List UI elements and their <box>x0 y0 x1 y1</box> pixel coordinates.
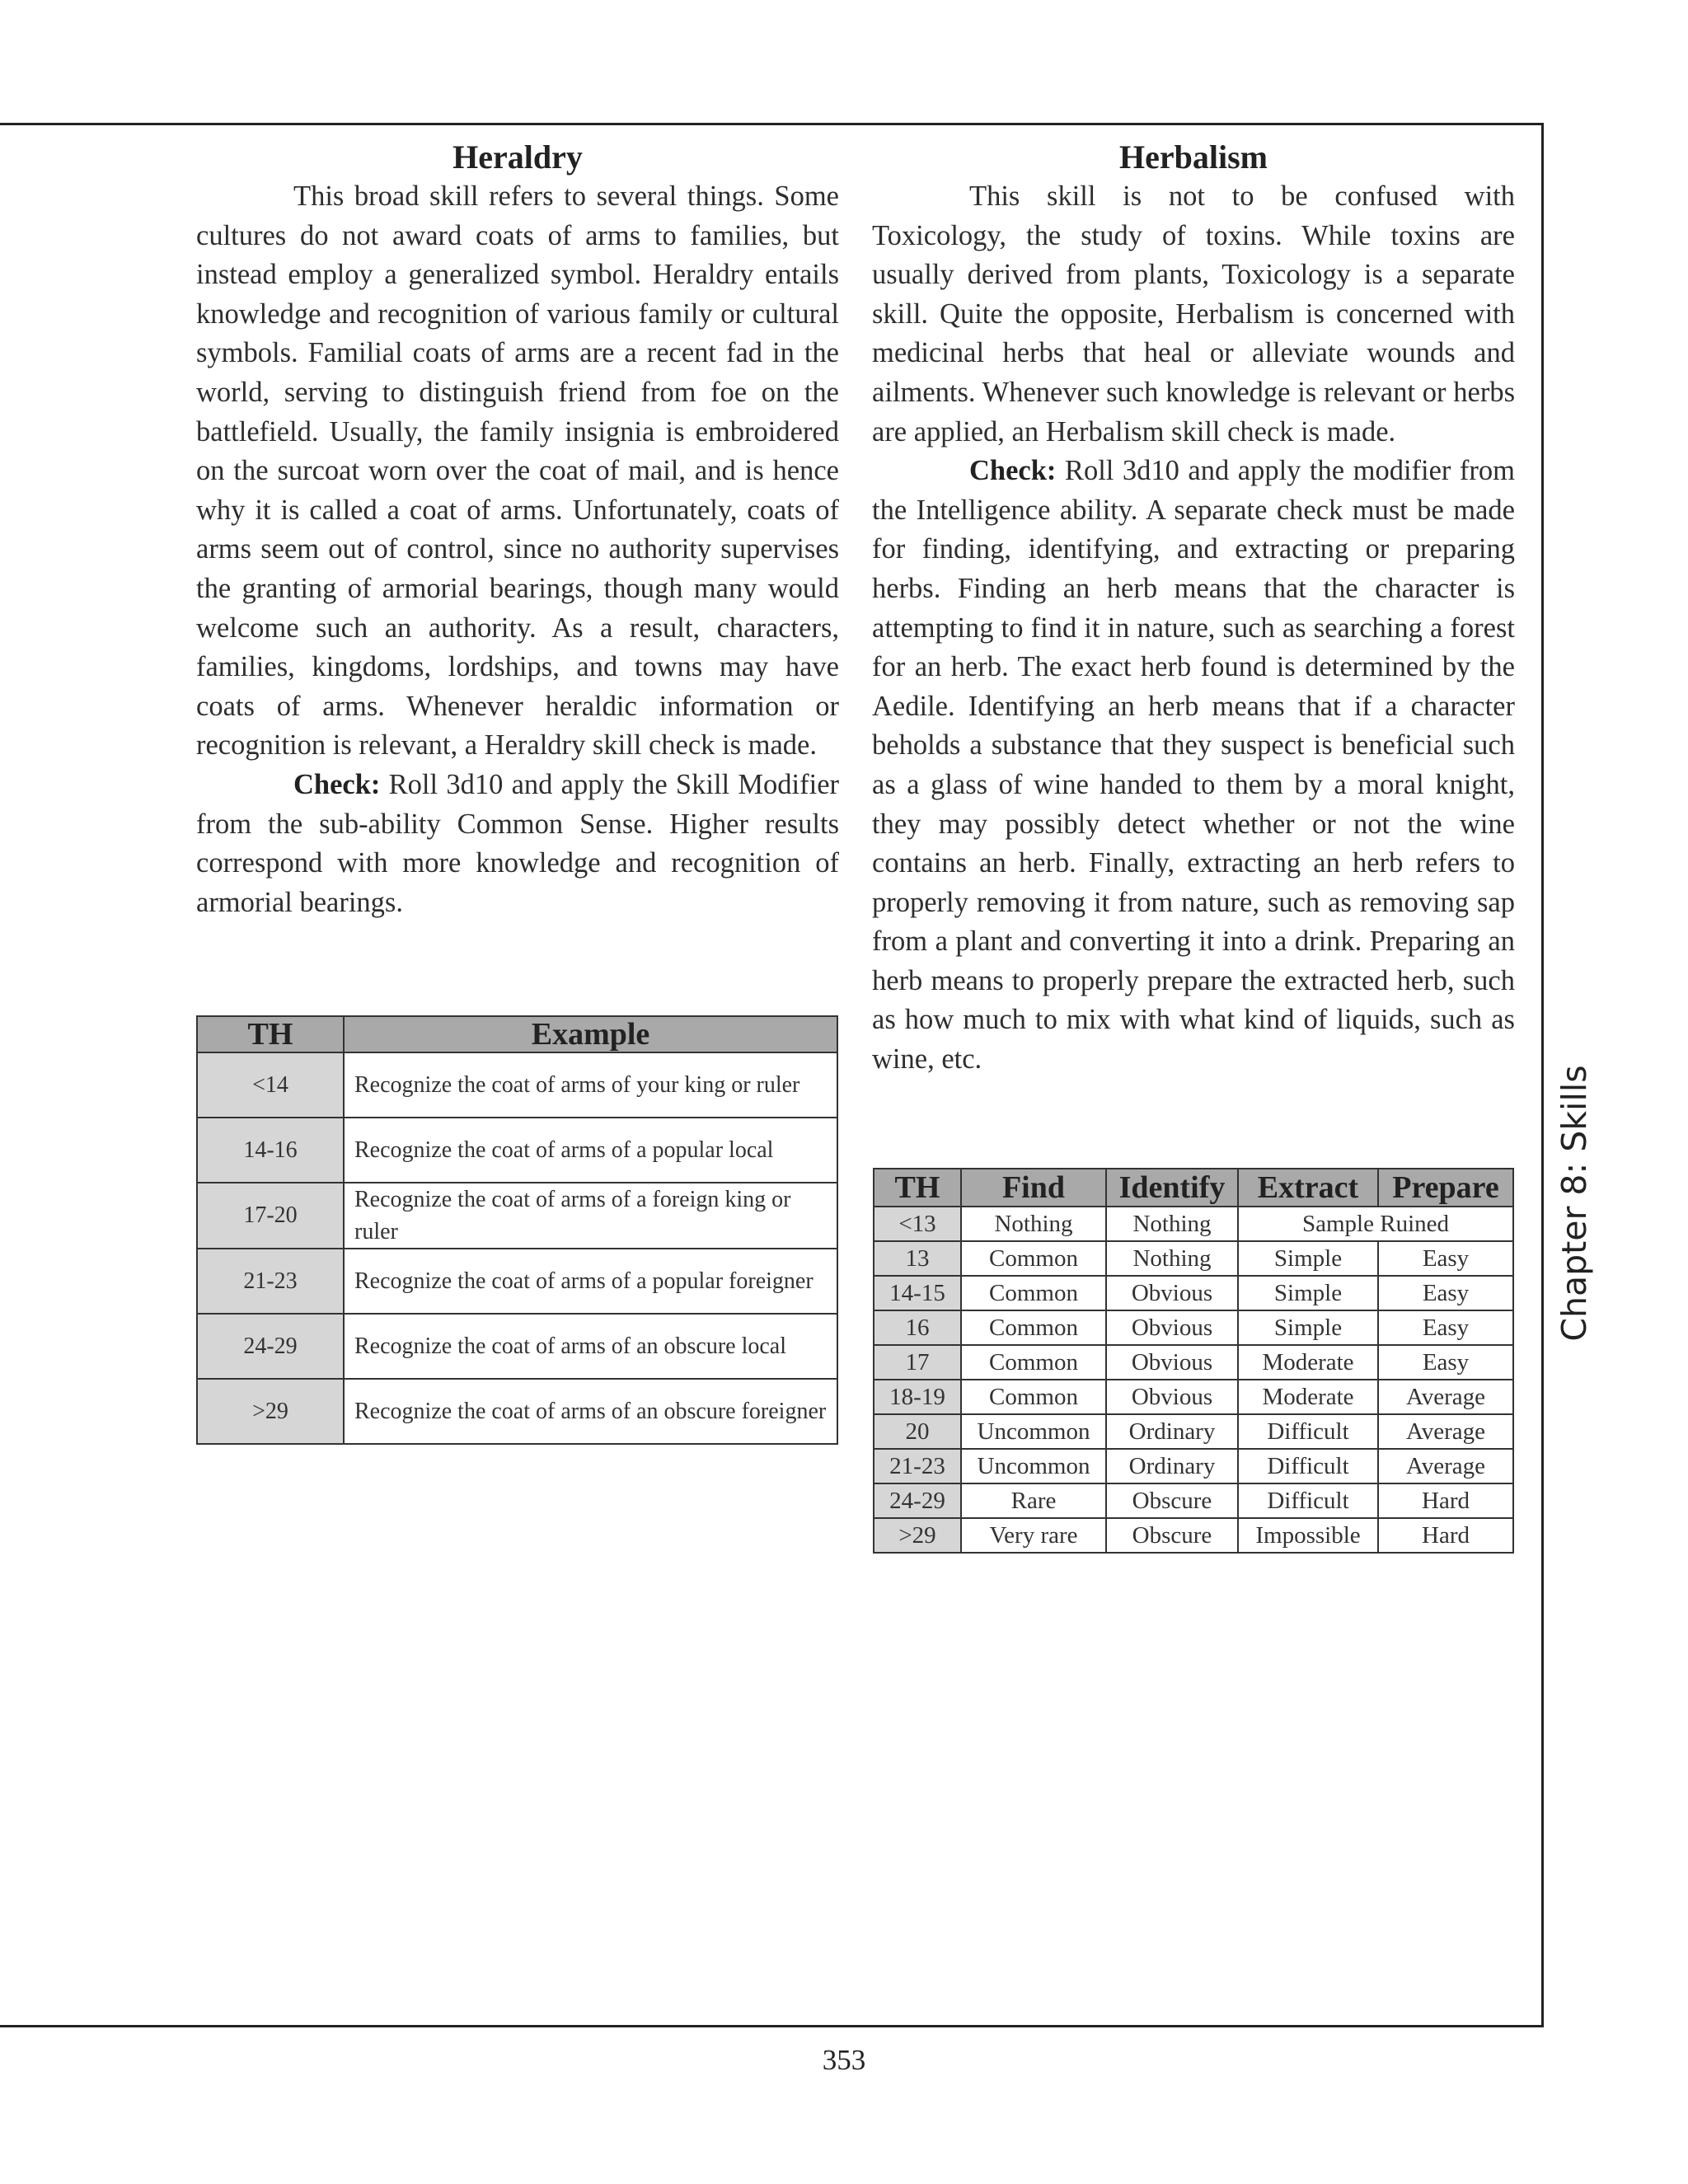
th-value: 24-29 <box>874 1483 961 1518</box>
extract-value: Difficult <box>1238 1483 1378 1518</box>
table-row <box>874 1345 1513 1380</box>
table-row <box>874 1414 1513 1449</box>
herbalism-check-label: Check: <box>969 455 1057 487</box>
herbalism-col-find: Find <box>961 1169 1106 1207</box>
table-row <box>874 1276 1513 1310</box>
th-value: 14-15 <box>874 1276 961 1310</box>
th-value: 21-23 <box>874 1449 961 1483</box>
page-frame-right <box>1541 123 1544 2027</box>
herbalism-table <box>873 1168 1514 1554</box>
find-value: Nothing <box>961 1207 1106 1241</box>
find-value: Rare <box>961 1483 1106 1518</box>
herbalism-col-identify: Identify <box>1106 1169 1238 1207</box>
heraldry-check-text: Roll 3d10 and apply the Skill Modifier from the sub-ability Common Sense. Higher results correspond with more knowledge and recognition of armorial bearings. <box>196 768 839 918</box>
find-value: Common <box>961 1380 1106 1414</box>
table-row <box>197 1183 837 1249</box>
extract-value: Simple <box>1238 1310 1378 1345</box>
th-value: 20 <box>874 1414 961 1449</box>
heraldry-description: This broad skill refers to several things. Some cultures do not award coats of arms to families, but instead employ a generalized symbol. Heraldry entails knowledge and recognition of various family or cultural symbols. Familial coats of arms are a recent fad in the world, serving to distinguish friend from foe on the battlefield. Usually, the family insignia is embroidered on the surcoat worn over the coat of mail, and is hence why it is called a coat of arms. Unfortunately, coats of arms seem out of control, since no authority supervises the granting of armorial bearings, though many would welcome such an authority. As a result, characters, families, kingdoms, lordships, and towns may have coats of arms. Whenever heraldic information or recognition is relevant, a Heraldry skill check is made. <box>196 180 839 762</box>
extract-value: Moderate <box>1238 1345 1378 1380</box>
example-text: Recognize the coat of arms of a foreign king or ruler <box>344 1183 837 1249</box>
heraldry-check-label: Check: <box>293 768 381 800</box>
identify-value: Obscure <box>1106 1518 1238 1553</box>
herbalism-table-header <box>874 1169 1513 1207</box>
find-value: Very rare <box>961 1518 1106 1553</box>
prepare-value: Easy <box>1378 1310 1513 1345</box>
extract-value: Difficult <box>1238 1449 1378 1483</box>
herbalism-section <box>872 138 1515 1080</box>
identify-value: Ordinary <box>1106 1414 1238 1449</box>
prepare-value: Hard <box>1378 1483 1513 1518</box>
table-row <box>874 1380 1513 1414</box>
prepare-value: Easy <box>1378 1276 1513 1310</box>
example-text: Recognize the coat of arms of an obscure foreigner <box>344 1379 837 1444</box>
example-text: Recognize the coat of arms of a popular foreigner <box>344 1249 837 1314</box>
table-row <box>197 1314 837 1379</box>
herbalism-check-text: Roll 3d10 and apply the modifier from the Intelligence ability. A separate check must be made for finding, identifying, and extracting or preparing herbs. Finding an herb means that the character is attempting to find it in nature, such as searching a forest for an herb. The exact herb found is determined by the Aedile. Identifying an herb means that if a character beholds a substance that they suspect is beneficial such as a glass of wine handed to them by a moral knight, they may possibly detect whether or not the wine contains an herb. Finally, extracting an herb refers to properly removing it from nature, such as removing sap from a plant and converting it into a drink. Preparing an herb means to properly prepare the extracted herb, such as how much to mix with what kind of liquids, such as wine, etc. <box>872 455 1515 1076</box>
table-row <box>874 1483 1513 1518</box>
find-value: Common <box>961 1310 1106 1345</box>
th-value: <13 <box>874 1207 961 1241</box>
heraldry-heading: Heraldry <box>452 138 583 176</box>
find-value: Uncommon <box>961 1414 1106 1449</box>
extract-value: Simple <box>1238 1241 1378 1276</box>
th-value: 24-29 <box>197 1314 344 1379</box>
page-frame-top <box>0 123 1543 125</box>
herbalism-col-prepare: Prepare <box>1378 1169 1513 1207</box>
th-value: 17-20 <box>197 1183 344 1249</box>
th-value: 21-23 <box>197 1249 344 1314</box>
herbalism-col-th: TH <box>874 1169 961 1207</box>
find-value: Uncommon <box>961 1449 1106 1483</box>
extract-prepare-merged-value: Sample Ruined <box>1238 1207 1513 1241</box>
identify-value: Nothing <box>1106 1241 1238 1276</box>
th-value: 13 <box>874 1241 961 1276</box>
heraldry-col-th: TH <box>197 1016 344 1052</box>
th-value: 14-16 <box>197 1118 344 1183</box>
table-row <box>197 1379 837 1444</box>
table-row <box>874 1518 1513 1553</box>
identify-value: Obvious <box>1106 1380 1238 1414</box>
identify-value: Obvious <box>1106 1345 1238 1380</box>
extract-value: Moderate <box>1238 1380 1378 1414</box>
extract-value: Impossible <box>1238 1518 1378 1553</box>
identify-value: Obvious <box>1106 1276 1238 1310</box>
page-frame-bottom <box>0 2025 1544 2027</box>
th-value: 18-19 <box>874 1380 961 1414</box>
herbalism-check <box>872 452 1515 1080</box>
table-row <box>197 1249 837 1314</box>
heraldry-table-header <box>197 1016 837 1052</box>
table-row <box>197 1118 837 1183</box>
prepare-value: Average <box>1378 1380 1513 1414</box>
identify-value: Obvious <box>1106 1310 1238 1345</box>
table-row <box>874 1241 1513 1276</box>
example-text: Recognize the coat of arms of your king or ruler <box>344 1052 837 1118</box>
find-value: Common <box>961 1345 1106 1380</box>
th-value: <14 <box>197 1052 344 1118</box>
example-text: Recognize the coat of arms of a popular local <box>344 1118 837 1183</box>
table-row <box>197 1052 837 1118</box>
chapter-tab-label: Chapter 8: Skills <box>1554 1065 1594 1342</box>
identify-value: Nothing <box>1106 1207 1238 1241</box>
th-value: 16 <box>874 1310 961 1345</box>
page-number: 353 <box>822 2044 866 2076</box>
extract-value: Difficult <box>1238 1414 1378 1449</box>
th-value: >29 <box>197 1379 344 1444</box>
example-text: Recognize the coat of arms of an obscure local <box>344 1314 837 1379</box>
heraldry-col-example: Example <box>344 1016 837 1052</box>
table-row <box>874 1207 1513 1241</box>
heraldry-check <box>196 766 839 922</box>
table-row <box>874 1449 1513 1483</box>
identify-value: Obscure <box>1106 1483 1238 1518</box>
herbalism-description: This skill is not to be confused with Toxicology, the study of toxins. While toxins are usually derived from plants, Toxicology is a separate skill. Quite the opposite, Herbalism is concerned with medicinal herbs that heal or alleviate wounds and ailments. Whenever such knowledge is relevant or herbs are applied, an Herbalism skill check is made. <box>872 180 1515 448</box>
identify-value: Ordinary <box>1106 1449 1238 1483</box>
find-value: Common <box>961 1276 1106 1310</box>
th-value: 17 <box>874 1345 961 1380</box>
prepare-value: Easy <box>1378 1241 1513 1276</box>
table-row <box>874 1310 1513 1345</box>
prepare-value: Average <box>1378 1414 1513 1449</box>
find-value: Common <box>961 1241 1106 1276</box>
prepare-value: Average <box>1378 1449 1513 1483</box>
th-value: >29 <box>874 1518 961 1553</box>
prepare-value: Hard <box>1378 1518 1513 1553</box>
herbalism-col-extract: Extract <box>1238 1169 1378 1207</box>
heraldry-table <box>196 1015 838 1445</box>
extract-value: Simple <box>1238 1276 1378 1310</box>
herbalism-heading: Herbalism <box>1119 138 1268 176</box>
prepare-value: Easy <box>1378 1345 1513 1380</box>
heraldry-section <box>196 138 839 922</box>
